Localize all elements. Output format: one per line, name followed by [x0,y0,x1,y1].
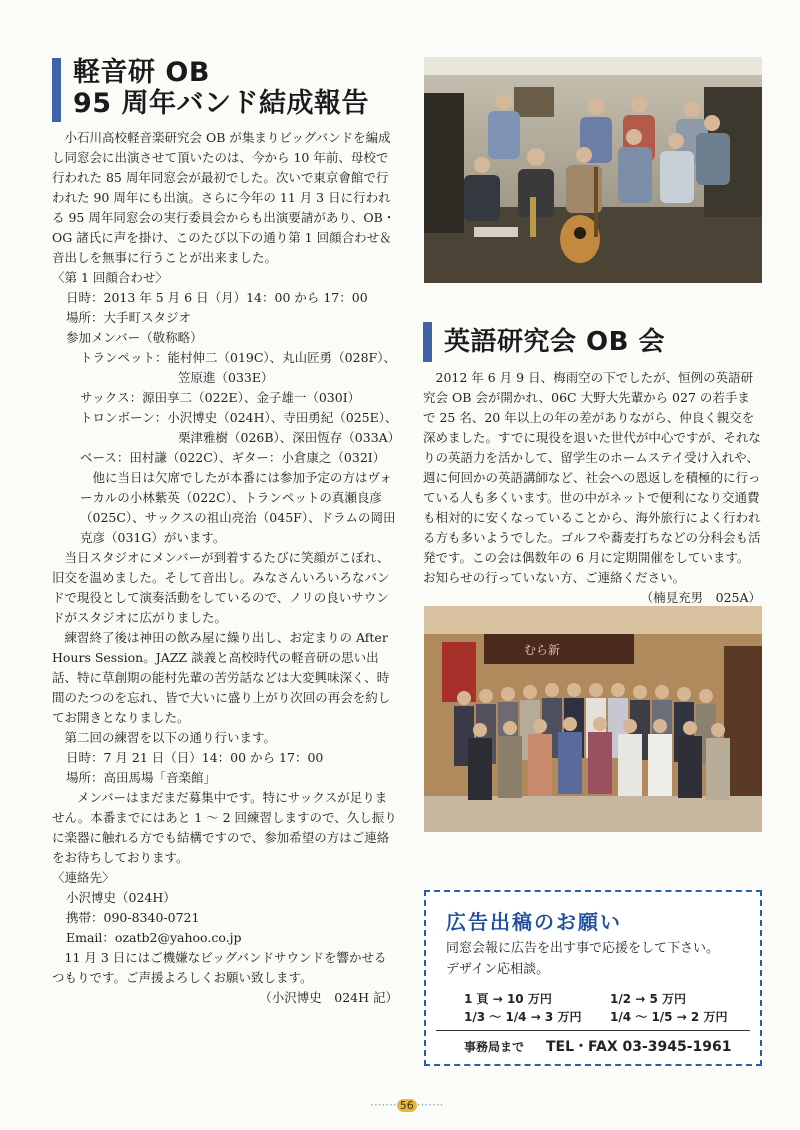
ad-price-1: 1 頁 → 10 万円 [464,992,552,1006]
article1-para2: 当日スタジオにメンバーが到着するたびに笑顔がこぼれ、旧交を温めました。そして音出し。みなさんいろいろなバンドで現役として演奏活動をしているので、ノリの良いサウンドがスタジオに広がりました。 [52,550,390,625]
page-number-value: 56 [397,1099,417,1112]
article2-body [423,368,761,608]
article1-title [73,58,369,122]
page-number [370,1098,443,1112]
article1-headline [52,58,369,122]
group-photo-illustration [424,606,762,832]
sax-line: サックス：源田享二（022E）、金子雄一（030I） [80,390,361,405]
trumpet-line: トランペット：能村伸二（019C）、丸山匠勇（028F）、 [80,350,396,365]
band-photo-illustration [424,57,762,283]
article2-headline [423,322,665,362]
section1-heading: 〈第 1 回顔合わせ〉 [52,270,168,285]
absent-members: 他に当日は欠席でしたが本番には参加予定の方はヴォーカルの小林紫英（022C）、トランペットの真瀬良彦（025C）、サックスの祖山亮治（045F）、ドラムの岡田克彦（031G）がいます。 [80,470,396,545]
article1-body [52,128,401,1008]
members-heading: 参加メンバー（敬称略） [66,330,203,345]
ad-price-3: 1/3 ～ 1/4 → 3 万円 [464,1010,582,1024]
article1-para5: メンバーはまだまだ募集中です。特にサックスが足りません。本番までにはあと 1 ～ 2 回練習しますので、久し振りに楽器に触れる方でも結構ですので、参加希望の方はご連絡をお待ちしております。 [52,790,397,865]
accent-bar [52,58,61,122]
contact-email: Email：ozatb2@yahoo.co.jp [66,930,242,945]
article1-para6: 11 月 3 日にはご機嫌なビッグバンドサウンドを響かせるつもりです。ご声援よろしくお願い致します。 [52,950,387,985]
contact-tel: 携帯：090-8340-0721 [66,910,200,925]
bass-guitar-line: ベース：田村謙（022C）、ギター：小倉康之（032I） [80,450,386,465]
article1-intro: 小石川高校軽音楽研究会 OB が集まりビッグバンドを編成し同窓会に出演させて頂いたのは、今から 10 年前、母校で行われた 85 周年同窓会が最初でした。次いで東京會館で行われた 90 周年にも出演。さらに今年の 11 月 3 日に行われる 95 周年同窓会の実行委員会からも出演要請があり、OB・OG 諸氏に声を掛け、このたび以下の通り第 1 回顔合わせ＆音出しを無事に行うことが出来ました。 [52,130,396,265]
trumpet-line-2: 笠原進（033E） [178,370,274,385]
ad-tel: TEL・FAX 03-3945-1961 [546,1039,732,1055]
ad-divider [436,1030,750,1031]
ad-box [424,890,762,1066]
session2-date: 日時：7 月 21 日（日）14：00 から 17：00 [66,750,324,765]
contact-name: 小沢博史（024H） [66,890,176,905]
ad-title: 広告出稿のお願い [446,910,622,934]
restaurant-sign: むら新 [524,643,561,657]
session1-date: 日時：2013 年 5 月 6 日（月）14：00 から 17：00 [66,290,368,305]
trombone-line-2: 栗津雅樹（026B）、深田恆存（033A） [178,430,401,445]
session1-place: 場所：大手町スタジオ [66,310,192,325]
ad-line1: 同窓会報に広告を出す事で応援をして下さい。 [446,941,720,956]
ad-line2: デザイン応相談。 [446,962,550,977]
page-dots-right: ······· [416,1098,444,1112]
page-dots-left: ······· [370,1098,397,1112]
group-photo [424,606,762,832]
session2-place: 場所：高田馬場「音楽館」 [66,770,217,785]
accent-bar [423,322,432,362]
article1-para3: 練習終了後は神田の飲み屋に繰り出し、お定まりの After Hours Session。JAZZ 談義と高校時代の軽音研の思い出話、特に草創期の能村先輩の苦労話などは大変興味深く、時間のたつのを忘れ、皆で大いに盛り上がり次回の再会を約してお開きとなりました。 [52,630,391,725]
ad-price-4: 1/4 ～ 1/5 → 2 万円 [610,1010,728,1024]
article2-signature: （楠見充男 025A） [640,590,761,605]
band-photo [424,57,762,283]
article1-signature: （小沢博史 024H 記） [259,990,398,1005]
contact-heading: 〈連絡先〉 [52,870,115,885]
article2-text: 2012 年 6 月 9 日、梅雨空の下でしたが、恒例の英語研究会 OB 会が開かれ、06C 大野大先輩から 027 の若手まで 25 名、20 年以上の年の差がありながら、仲良く親交を深めました。すでに現役を退いた世代が中心ですが、それなりの英語力を活かして、留学生のホームステイ受け入れや、週に何回かの英語講師など、社会への恩返しを積極的に行っている人も多くいます。世の中がネットで便利になり交通費も相対的に安くなっていることから、海外旅行によく行われる方も多いようでした。ゴルフや蕎麦打ちなどの分科会も活発です。この会は偶数年の 6 月に定期開催をしています。お知らせの行っていない方、ご連絡ください。 [423,370,761,585]
ad-office: 事務局まで [464,1040,525,1054]
title-line-1: 軽音研 OB [73,57,210,88]
ad-price-2: 1/2 → 5 万円 [610,992,687,1006]
title-line-2: 95 周年バンド結成報告 [73,88,369,119]
article2-title: 英語研究会 OB 会 [444,327,666,357]
article1-para4: 第二回の練習を以下の通り行います。 [64,730,277,745]
trombone-line: トロンボーン：小沢博史（024H）、寺田勇紀（025E）、 [80,410,398,425]
